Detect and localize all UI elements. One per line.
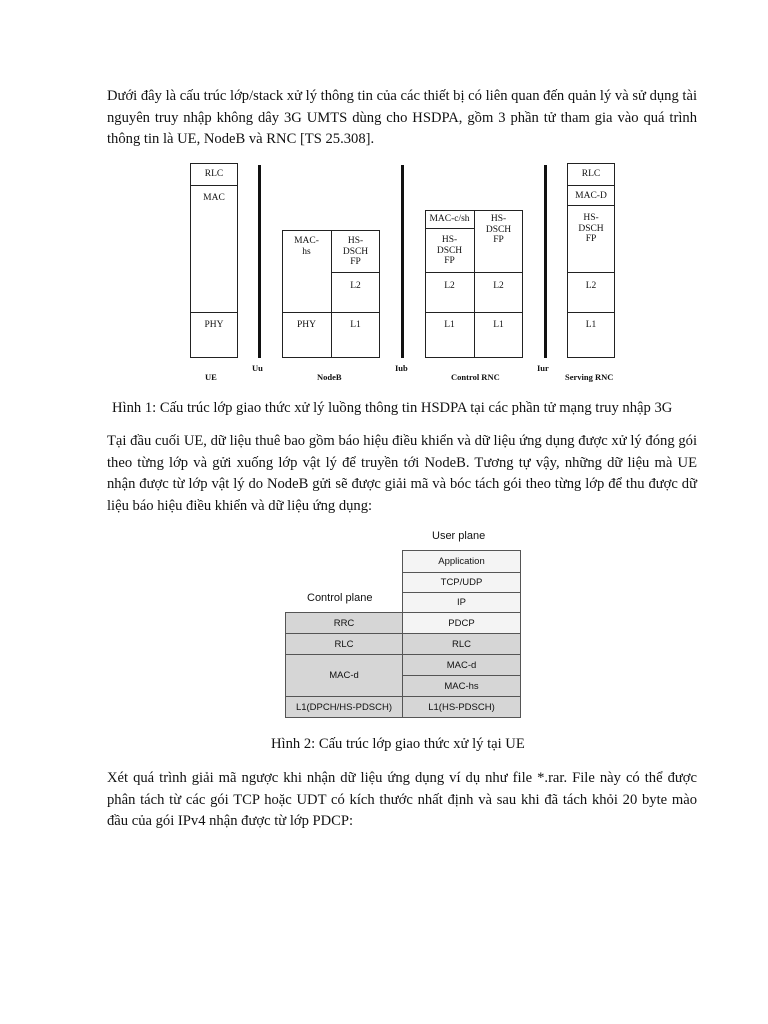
mac-hs-cell: MAC-hs — [402, 675, 521, 697]
iur-label: Iur — [537, 363, 549, 373]
control-rnc-label: Control RNC — [451, 372, 500, 382]
iur-interface-bar — [544, 165, 547, 358]
crnc-l1-b-label: L1 — [493, 320, 504, 330]
intro-paragraph: Dưới đây là cấu trúc lớp/stack xử lý thông tin của các thiết bị có liên quan đến quản lý và sử dụng tài nguyên truy nhập không dây 3G UMTS dùng cho HSDPA, gồm 3 phần tử tham gia vào quá trình thông tin là UE, NodeB và RNC [TS 25.308]. — [107, 88, 697, 147]
srnc-mac-d-label: MAC-D — [575, 191, 607, 201]
crnc-hs-dsch-fp-a-label: HS- DSCH FP — [436, 235, 463, 266]
nodeb-label: NodeB — [317, 372, 342, 382]
crnc-hs-dsch-fp-b-label: HS- DSCH FP — [485, 214, 512, 245]
figure-1-caption: Hình 1: Cấu trúc lớp giao thức xử lý luồng thông tin HSDPA tại các phần tử mạng truy nhập 3G — [112, 400, 673, 416]
crnc-l2-b-label: L2 — [493, 281, 504, 291]
crnc-mac-csh-label: MAC-c/sh — [429, 214, 470, 224]
ue-processing-paragraph: Tại đầu cuối UE, dữ liệu thuê bao gồm báo hiệu điều khiển và dữ liệu ứng dụng được xử lý đóng gói theo từng lớp và gửi xuống lớp vật lý để truyền tới NodeB. Tương tự vậy, những dữ liệu mà UE nhận được từ lớp vật lý do NodeB gửi sẽ được giải mã và bóc tách gói theo từng lớp để thu được dữ liệu báo hiệu điều khiển và dữ liệu ứng dụng: — [107, 433, 697, 514]
ue-mac-label: MAC — [203, 193, 225, 203]
nodeb-l1-label: L1 — [350, 320, 361, 330]
nodeb-mac-hs-label: MAC- hs — [294, 236, 319, 257]
crnc-l2-a-label: L2 — [444, 281, 455, 291]
l1-control-cell: L1(DPCH/HS-PDSCH) — [285, 696, 403, 718]
user-plane-header: User plane — [432, 530, 486, 542]
uu-interface-bar — [258, 165, 261, 358]
srnc-hs-dsch-fp-label: HS- DSCH FP — [578, 213, 604, 244]
decoding-paragraph: Xét quá trình giải mã ngược khi nhận dữ liệu ứng dụng ví dụ như file *.rar. File này có thể được phân tách từ các gói TCP hoặc UDT có kích thước nhất định và sau khi đã tách khỏi 20 byte mào đầu của gói IPv4 nhận được từ lớp PDCP: — [107, 770, 697, 829]
crnc-l1-a-label: L1 — [444, 320, 455, 330]
nodeb-l2-label: L2 — [350, 281, 361, 291]
serving-rnc-label: Serving RNC — [565, 372, 614, 382]
rlc-control-cell: RLC — [285, 633, 403, 655]
nodeb-hs-dsch-fp-label: HS- DSCH FP — [342, 236, 369, 267]
srnc-l1-label: L1 — [585, 320, 597, 330]
nodeb-phy-label: PHY — [296, 320, 316, 330]
uu-label: Uu — [252, 363, 263, 373]
ue-label: UE — [205, 372, 217, 382]
l1-user-cell: L1(HS-PDSCH) — [402, 696, 521, 718]
ip-cell: IP — [402, 592, 521, 613]
pdcp-cell: PDCP — [402, 612, 521, 634]
iub-interface-bar — [401, 165, 404, 358]
rrc-cell: RRC — [285, 612, 403, 634]
srnc-l2-label: L2 — [585, 281, 597, 291]
figure-2-caption: Hình 2: Cấu trúc lớp giao thức xử lý tại UE — [271, 736, 525, 752]
control-plane-header: Control plane — [307, 592, 373, 604]
mac-d-user-cell: MAC-d — [402, 654, 521, 676]
ue-rlc-label: RLC — [204, 169, 224, 179]
ue-phy-label: PHY — [204, 320, 224, 330]
iub-label: Iub — [395, 363, 408, 373]
tcp-udp-cell: TCP/UDP — [402, 572, 521, 593]
application-cell: Application — [402, 550, 521, 573]
srnc-rlc-label: RLC — [581, 169, 601, 179]
mac-d-control-cell: MAC-d — [285, 654, 403, 697]
rlc-user-cell: RLC — [402, 633, 521, 655]
